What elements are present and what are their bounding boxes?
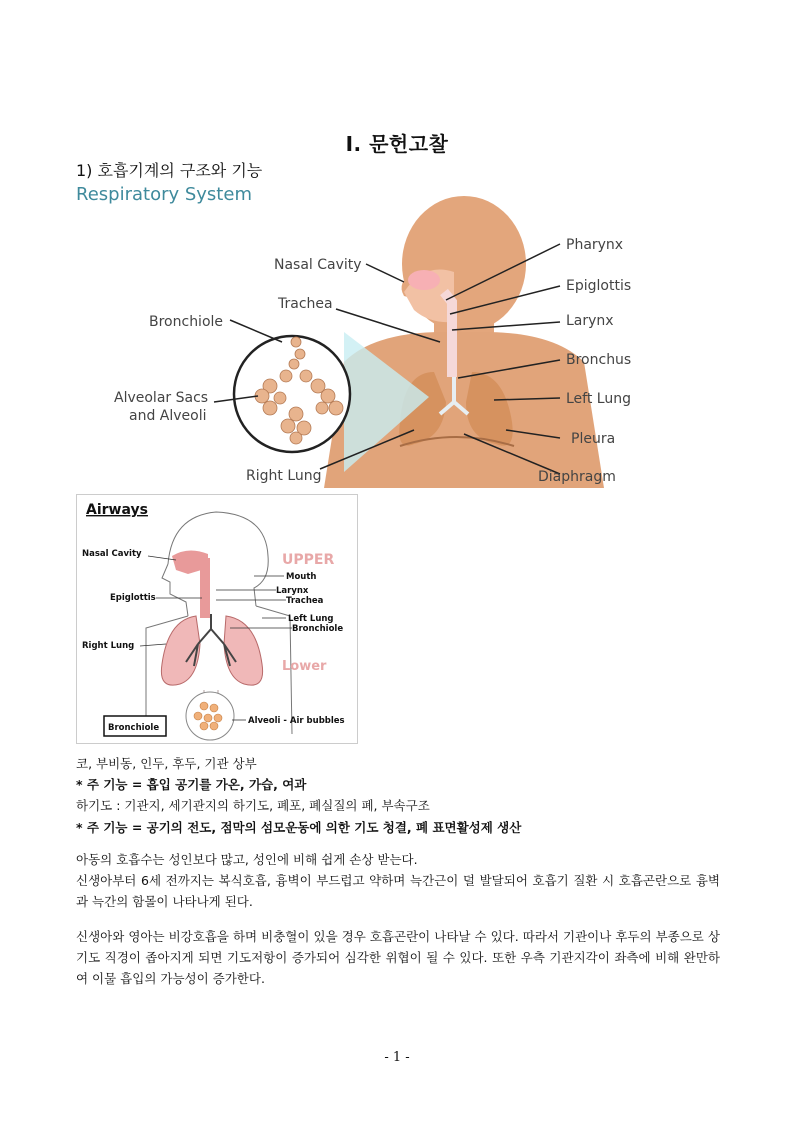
label2-bronchiole-box: Bronchiole: [108, 723, 160, 733]
paragraph-1-line-2: 신생아부터 6세 전까지는 복식호흡, 흉벽이 부드럽고 약하며 늑간근이 덜 발달되어 호흡기 질환 시 호흡곤란으로 흉벽과 늑간의 함몰이 나타나게 된다.: [76, 873, 720, 909]
label-diaphragm: Diaphragm: [538, 469, 616, 485]
label-bronchus: Bronchus: [566, 352, 632, 368]
lower-function-text: * 주 기능 = 공기의 전도, 점막의 섬모운동에 의한 기도 청결, 폐 표면활성제 생산: [76, 820, 522, 835]
label2-epiglottis: Epiglottis: [110, 593, 156, 603]
label2-mouth: Mouth: [286, 572, 317, 582]
paragraph-1: [76, 849, 720, 912]
paragraph-1-line-1: 아동의 호흡수는 성인보다 많고, 성인에 비해 쉽게 손상 받는다.: [76, 852, 418, 867]
label-trachea: Trachea: [278, 296, 333, 312]
label2-right-lung: Right Lung: [82, 641, 135, 651]
label-right-lung: Right Lung: [246, 468, 322, 484]
label-alveolar-sacs: Alveolar Sacs: [114, 390, 209, 406]
airways-figure: [76, 494, 358, 744]
label-left-lung: Left Lung: [566, 391, 631, 407]
label2-left-lung: Left Lung: [288, 614, 334, 624]
label-epiglottis: Epiglottis: [566, 278, 632, 294]
upper-function-text: * 주 기능 = 흡입 공기를 가온, 가습, 여과: [76, 777, 307, 792]
label-nasal-cavity: Nasal Cavity: [274, 257, 362, 273]
label2-nasal-cavity: Nasal Cavity: [82, 549, 142, 559]
label2-bronchiole: Bronchiole: [292, 624, 344, 634]
label2-alveoli: Alveoli - Air bubbles: [248, 716, 345, 726]
label2-upper: UPPER: [282, 552, 335, 568]
label-larynx: Larynx: [566, 313, 614, 329]
label2-trachea: Trachea: [286, 596, 324, 606]
upper-airway-text: 코, 부비동, 인두, 후두, 기관 상부: [76, 756, 257, 771]
label-bronchiole: Bronchiole: [149, 314, 224, 330]
section-title: Ⅰ. 문헌고찰: [345, 132, 449, 156]
figure1-title: Respiratory System: [76, 184, 252, 205]
label2-larynx: Larynx: [276, 586, 309, 596]
paragraph-2: 신생아와 영아는 비강호흡을 하며 비충혈이 있을 경우 호흡곤란이 나타날 수 있다. 따라서 기관이나 후두의 부종으로 상기도 직경이 좁아지게 되면 기도저항이 증가되어 심각한 위협이 될 수 있다. 또한 우측 기관지각이 좌측에 비해 완만하여 이물 흡입의 가능성이 증가한다.: [76, 929, 720, 986]
respiratory-system-figure: [74, 182, 644, 488]
label2-lower: Lower: [282, 659, 327, 674]
label-alveoli: and Alveoli: [129, 408, 207, 424]
lower-airway-text: 하기도 : 기관지, 세기관지의 하기도, 폐포, 폐실질의 폐, 부속구조: [76, 798, 430, 813]
label-pharynx: Pharynx: [566, 237, 624, 253]
label-pleura: Pleura: [571, 431, 616, 447]
subsection-title: 1) 호흡기계의 구조와 기능: [76, 161, 263, 180]
figure2-title: Airways: [86, 502, 148, 518]
page-number: - 1 -: [384, 1050, 410, 1065]
